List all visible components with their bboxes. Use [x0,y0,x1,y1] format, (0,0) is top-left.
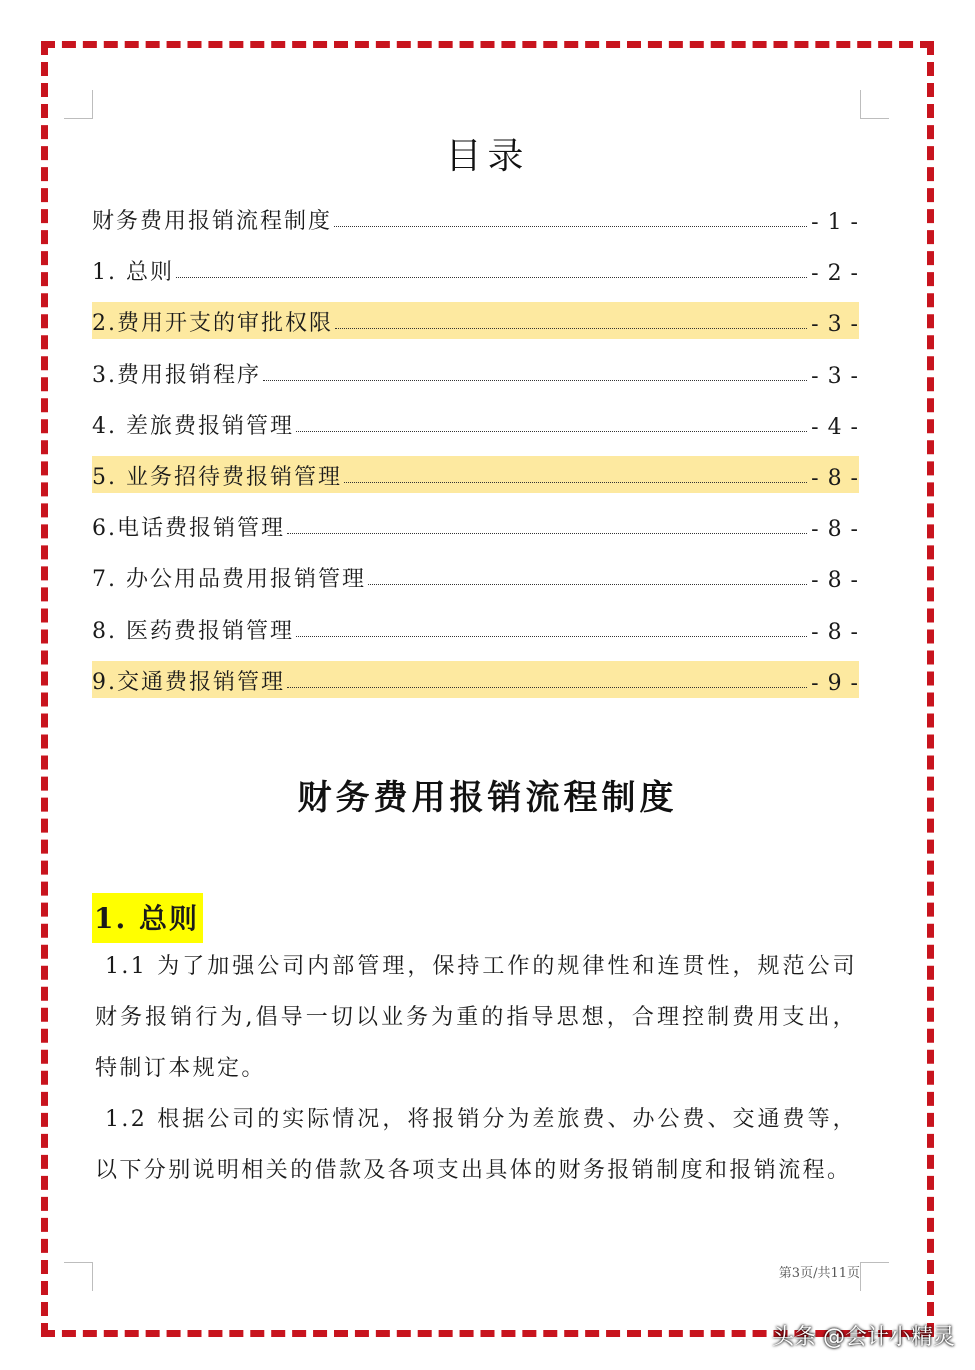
toc-entry-label: 9.交通费报销管理 [92,669,285,695]
toc-entry-page: - 9 - [811,670,859,696]
toc-entry-page: - 8 - [811,568,859,594]
toc-leader-dots [296,635,807,637]
section-heading: 1. 总则 [92,893,203,943]
margin-corner-top-left [64,90,93,119]
toc-entry[interactable] [92,302,859,339]
toc-entry-label: 3.费用报销程序 [92,362,261,388]
toc-leader-dots [334,225,807,227]
toc-leader-dots [263,379,807,381]
toc-entry[interactable] [92,456,859,493]
margin-corner-bottom-left [64,1262,93,1291]
toc-entry[interactable] [92,507,859,544]
toc-entry-label: 财务费用报销流程制度 [92,209,333,234]
toc-entry-label: 4. 差旅费报销管理 [92,413,294,439]
toc-entry-label: 2.费用开支的审批权限 [92,311,333,337]
toc-leader-dots [335,327,807,329]
margin-corner-top-right [860,90,889,119]
toc-entry[interactable] [92,610,859,647]
toc-entry-page: - 8 - [811,465,859,491]
toc-entry-page: - 2 - [811,261,859,287]
toc-entry-label: 7. 办公用品费用报销管理 [92,567,366,593]
toc-leader-dots [368,583,807,585]
toc-leader-dots [287,532,807,534]
watermark: 头条 @会计小精灵 [772,1325,955,1350]
toc-entry-page: - 1 - [811,210,859,235]
toc-entry-page: - 3 - [811,312,859,338]
toc-entry-label: 6.电话费报销管理 [92,516,285,542]
toc-entry[interactable] [92,661,859,698]
page-footer: 第3页/共11页 [778,1266,860,1281]
toc-entry-page: - 4 - [811,414,859,440]
toc-entry[interactable] [92,200,859,237]
toc-entry-page: - 8 - [811,619,859,645]
toc-entry-page: - 3 - [811,363,859,389]
document-title: 财务费用报销流程制度 [297,778,678,818]
toc-leader-dots [296,430,807,432]
toc-title: 目录 [445,136,530,177]
toc-entry-label: 8. 医药费报销管理 [92,618,294,644]
toc-list [92,200,859,712]
paragraph-2: 1.2 根据公司的实际情况，将报销分为差旅费、办公费、交通费等，以下分别说明相关的借款及各项支出具体的财务报销制度和报销流程。 [95,1107,857,1183]
toc-leader-dots [344,481,807,483]
paragraph-1: 1.1 为了加强公司内部管理，保持工作的规律性和连贯性，规范公司财务报销行为,倡导一切以业务为重的指导思想，合理控制费用支出，特制订本规定。 [95,954,857,1081]
toc-entry[interactable] [92,251,859,288]
toc-entry[interactable] [92,354,859,391]
toc-leader-dots [176,276,807,278]
toc-leader-dots [287,686,807,688]
toc-entry-label: 1. 总则 [92,260,174,286]
toc-entry-label: 5. 业务招待费报销管理 [92,464,342,490]
toc-entry-page: - 8 - [811,517,859,543]
margin-corner-bottom-right [860,1262,889,1291]
toc-entry[interactable] [92,405,859,442]
toc-entry[interactable] [92,558,859,595]
